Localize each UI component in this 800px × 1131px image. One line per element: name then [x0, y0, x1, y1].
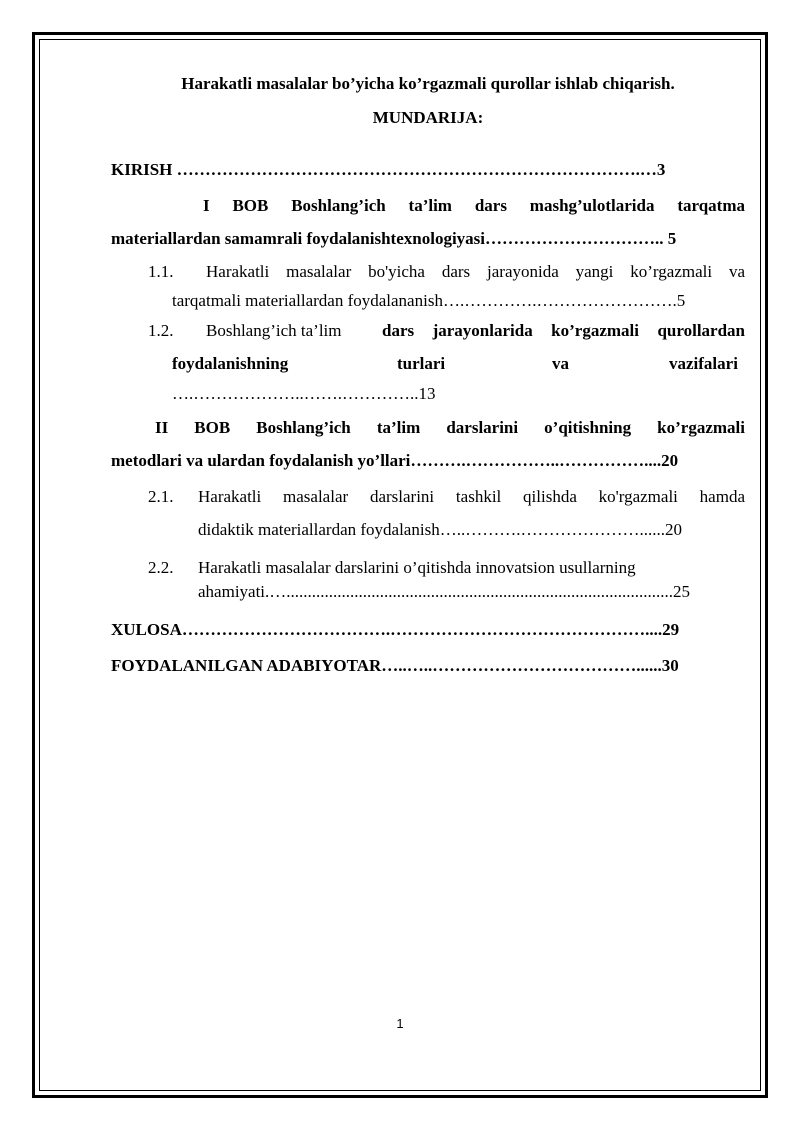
toc-entry-xulosa: XULOSA……………………………….………………………………………....29: [111, 620, 680, 639]
toc-entry-bob2-line1: II BOB Boshlang’ich ta’lim darslarini o’qitishning ko’rgazmali: [155, 418, 745, 437]
toc-entry-2-1-line2: didaktik materiallardan foydalanish…..……….…………………......20: [198, 520, 682, 539]
toc-entry-1-2-word1: foydalanishning: [172, 354, 289, 373]
toc-entry-adabiyotlar: FOYDALANILGAN ADABIYOTAR…..…..………………………………......30: [111, 656, 679, 675]
toc-entry-2-2-line1: Harakatli masalalar darslarini o’qitishda innovatsion usullarning: [198, 558, 636, 577]
page-number: 1: [396, 1016, 404, 1031]
toc-entry-1-2-lead: Boshlang’ich ta’lim: [206, 321, 342, 340]
toc-entry-2-2-line2: ahamiyati.…...........................................................................................25: [198, 582, 691, 601]
toc-entry-1-2-word2: turlari: [397, 354, 446, 373]
toc-entry-1-2-number: 1.2.: [148, 321, 174, 340]
toc-entry-2-1-number: 2.1.: [148, 487, 174, 506]
toc-entry-kirish: KIRISH ……………………………………………………………………….…3: [111, 160, 666, 179]
toc-entry-2-1-line1: Harakatli masalalar darslarini tashkil qilishda ko'rgazmali hamda: [198, 487, 745, 506]
toc-entry-1-2-word3: va: [552, 354, 569, 373]
toc-entry-1-1-line1: Harakatli masalalar bo'yicha dars jarayonida yangi ko’rgazmali va: [206, 262, 745, 281]
toc-entry-1-1-line2: tarqatmali materiallardan foydalananish….………….…………………….5: [172, 291, 686, 310]
toc-entry-1-2-line3: ….………………..…….…………..13: [172, 384, 436, 403]
toc-entry-bob1-line2: materiallardan samamrali foydalanishtexnologiyasi………………………….. 5: [111, 229, 677, 248]
document-title: Harakatli masalalar bo’yicha ko’rgazmali qurollar ishlab chiqarish.: [181, 74, 675, 93]
toc-entry-2-2-number: 2.2.: [148, 558, 174, 577]
toc-entry-1-2-line1: dars jarayonlarida ko’rgazmali qurollardan: [382, 321, 745, 340]
toc-entry-1-2-word4: vazifalari: [669, 354, 738, 373]
toc-entry-1-1-number: 1.1.: [148, 262, 174, 281]
toc-entry-bob1-line1: I BOB Boshlang’ich ta’lim dars mashg’ulotlarida tarqatma: [203, 196, 745, 215]
toc-entry-bob2-line2: metodlari va ulardan foydalanish yo’llari……….……………..……………....20: [111, 451, 679, 470]
toc-heading: MUNDARIJA:: [372, 108, 484, 127]
